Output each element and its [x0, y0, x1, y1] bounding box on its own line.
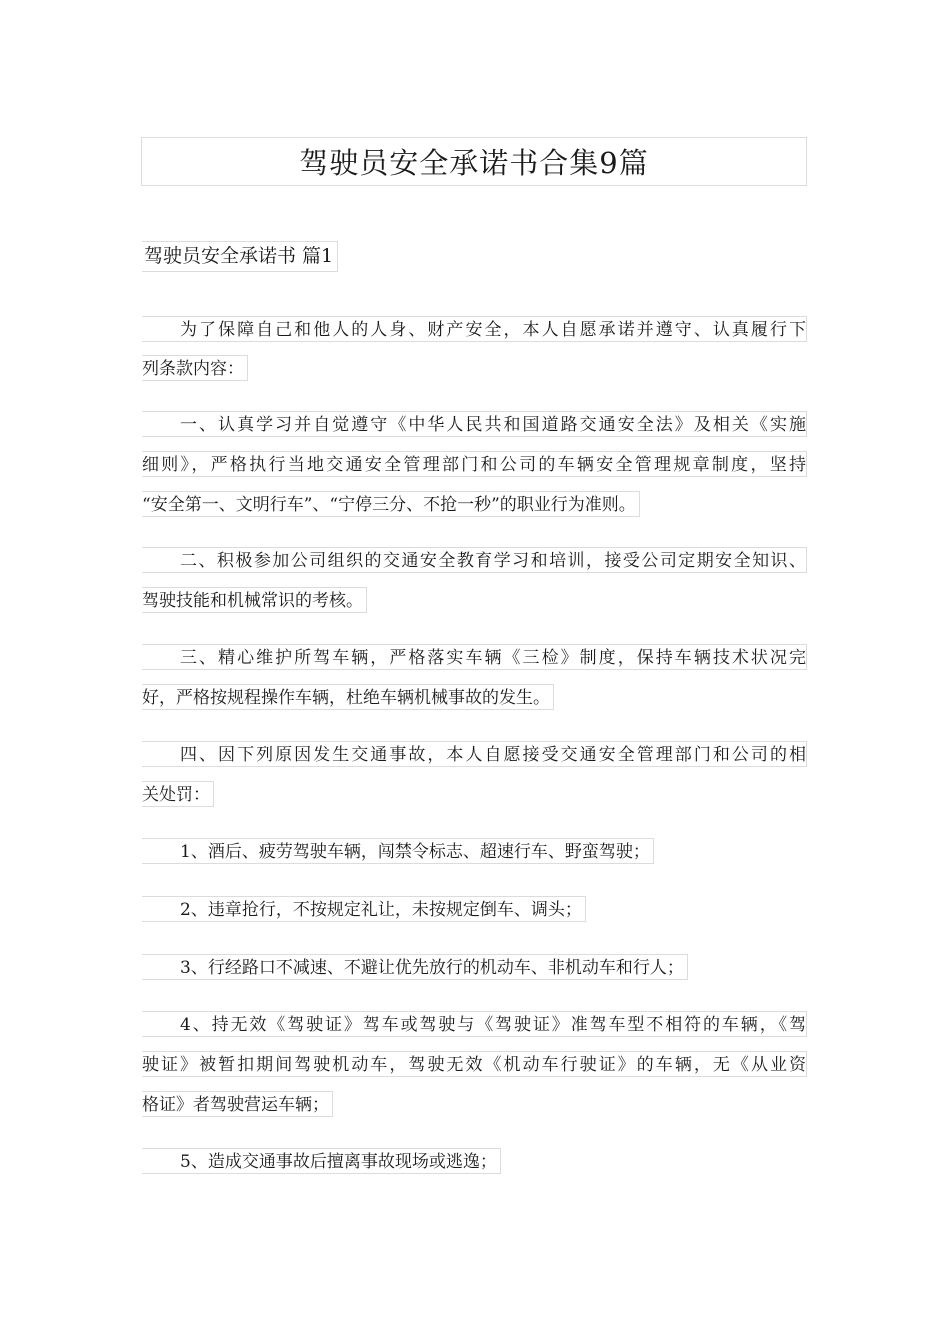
paragraph-line: 二、积极参加公司组织的交通安全教育学习和培训，接受公司定期安全知识、	[142, 547, 807, 573]
paragraph-line: 格证》者驾驶营运车辆；	[142, 1091, 333, 1117]
paragraph-line: 细则》，严格执行当地交通安全管理部门和公司的车辆安全管理规章制度，坚持	[142, 451, 807, 477]
section-heading: 驾驶员安全承诺书 篇1	[142, 241, 338, 272]
paragraph-line: 三、精心维护所驾车辆，严格落实车辆《三检》制度，保持车辆技术状况完	[142, 644, 807, 670]
paragraph-line: 一、认真学习并自觉遵守《中华人民共和国道路交通安全法》及相关《实施	[142, 411, 807, 437]
paragraph-line: 为了保障自己和他人的人身、财产安全，本人自愿承诺并遵守、认真履行下	[142, 316, 807, 342]
document-title: 驾驶员安全承诺书合集9篇	[141, 137, 807, 186]
paragraph-line: 3、行经路口不减速、不避让优先放行的机动车、非机动车和行人；	[142, 954, 688, 980]
paragraph-line: 驾驶技能和机械常识的考核。	[142, 587, 367, 613]
paragraph-line: 四、因下列原因发生交通事故，本人自愿接受交通安全管理部门和公司的相	[142, 741, 807, 767]
paragraph-line: 列条款内容：	[142, 355, 248, 381]
paragraph-line: 好，严格按规程操作车辆，杜绝车辆机械事故的发生。	[142, 684, 554, 710]
paragraph-line: 5、造成交通事故后擅离事故现场或逃逸；	[142, 1148, 501, 1174]
paragraph-line: 2、违章抢行，不按规定礼让，未按规定倒车、调头；	[142, 896, 586, 922]
paragraph-line: “安全第一、文明行车”、“宁停三分、不抢一秒”的职业行为准则。	[142, 491, 640, 517]
paragraph-line: 关处罚：	[142, 781, 214, 807]
paragraph-line: 4、持无效《驾驶证》驾车或驾驶与《驾驶证》准驾车型不相符的车辆，《驾	[142, 1011, 807, 1037]
paragraph-line: 1、酒后、疲劳驾驶车辆，闯禁令标志、超速行车、野蛮驾驶；	[142, 838, 654, 864]
paragraph-line: 驶证》被暂扣期间驾驶机动车，驾驶无效《机动车行驶证》的车辆，无《从业资	[142, 1051, 807, 1077]
